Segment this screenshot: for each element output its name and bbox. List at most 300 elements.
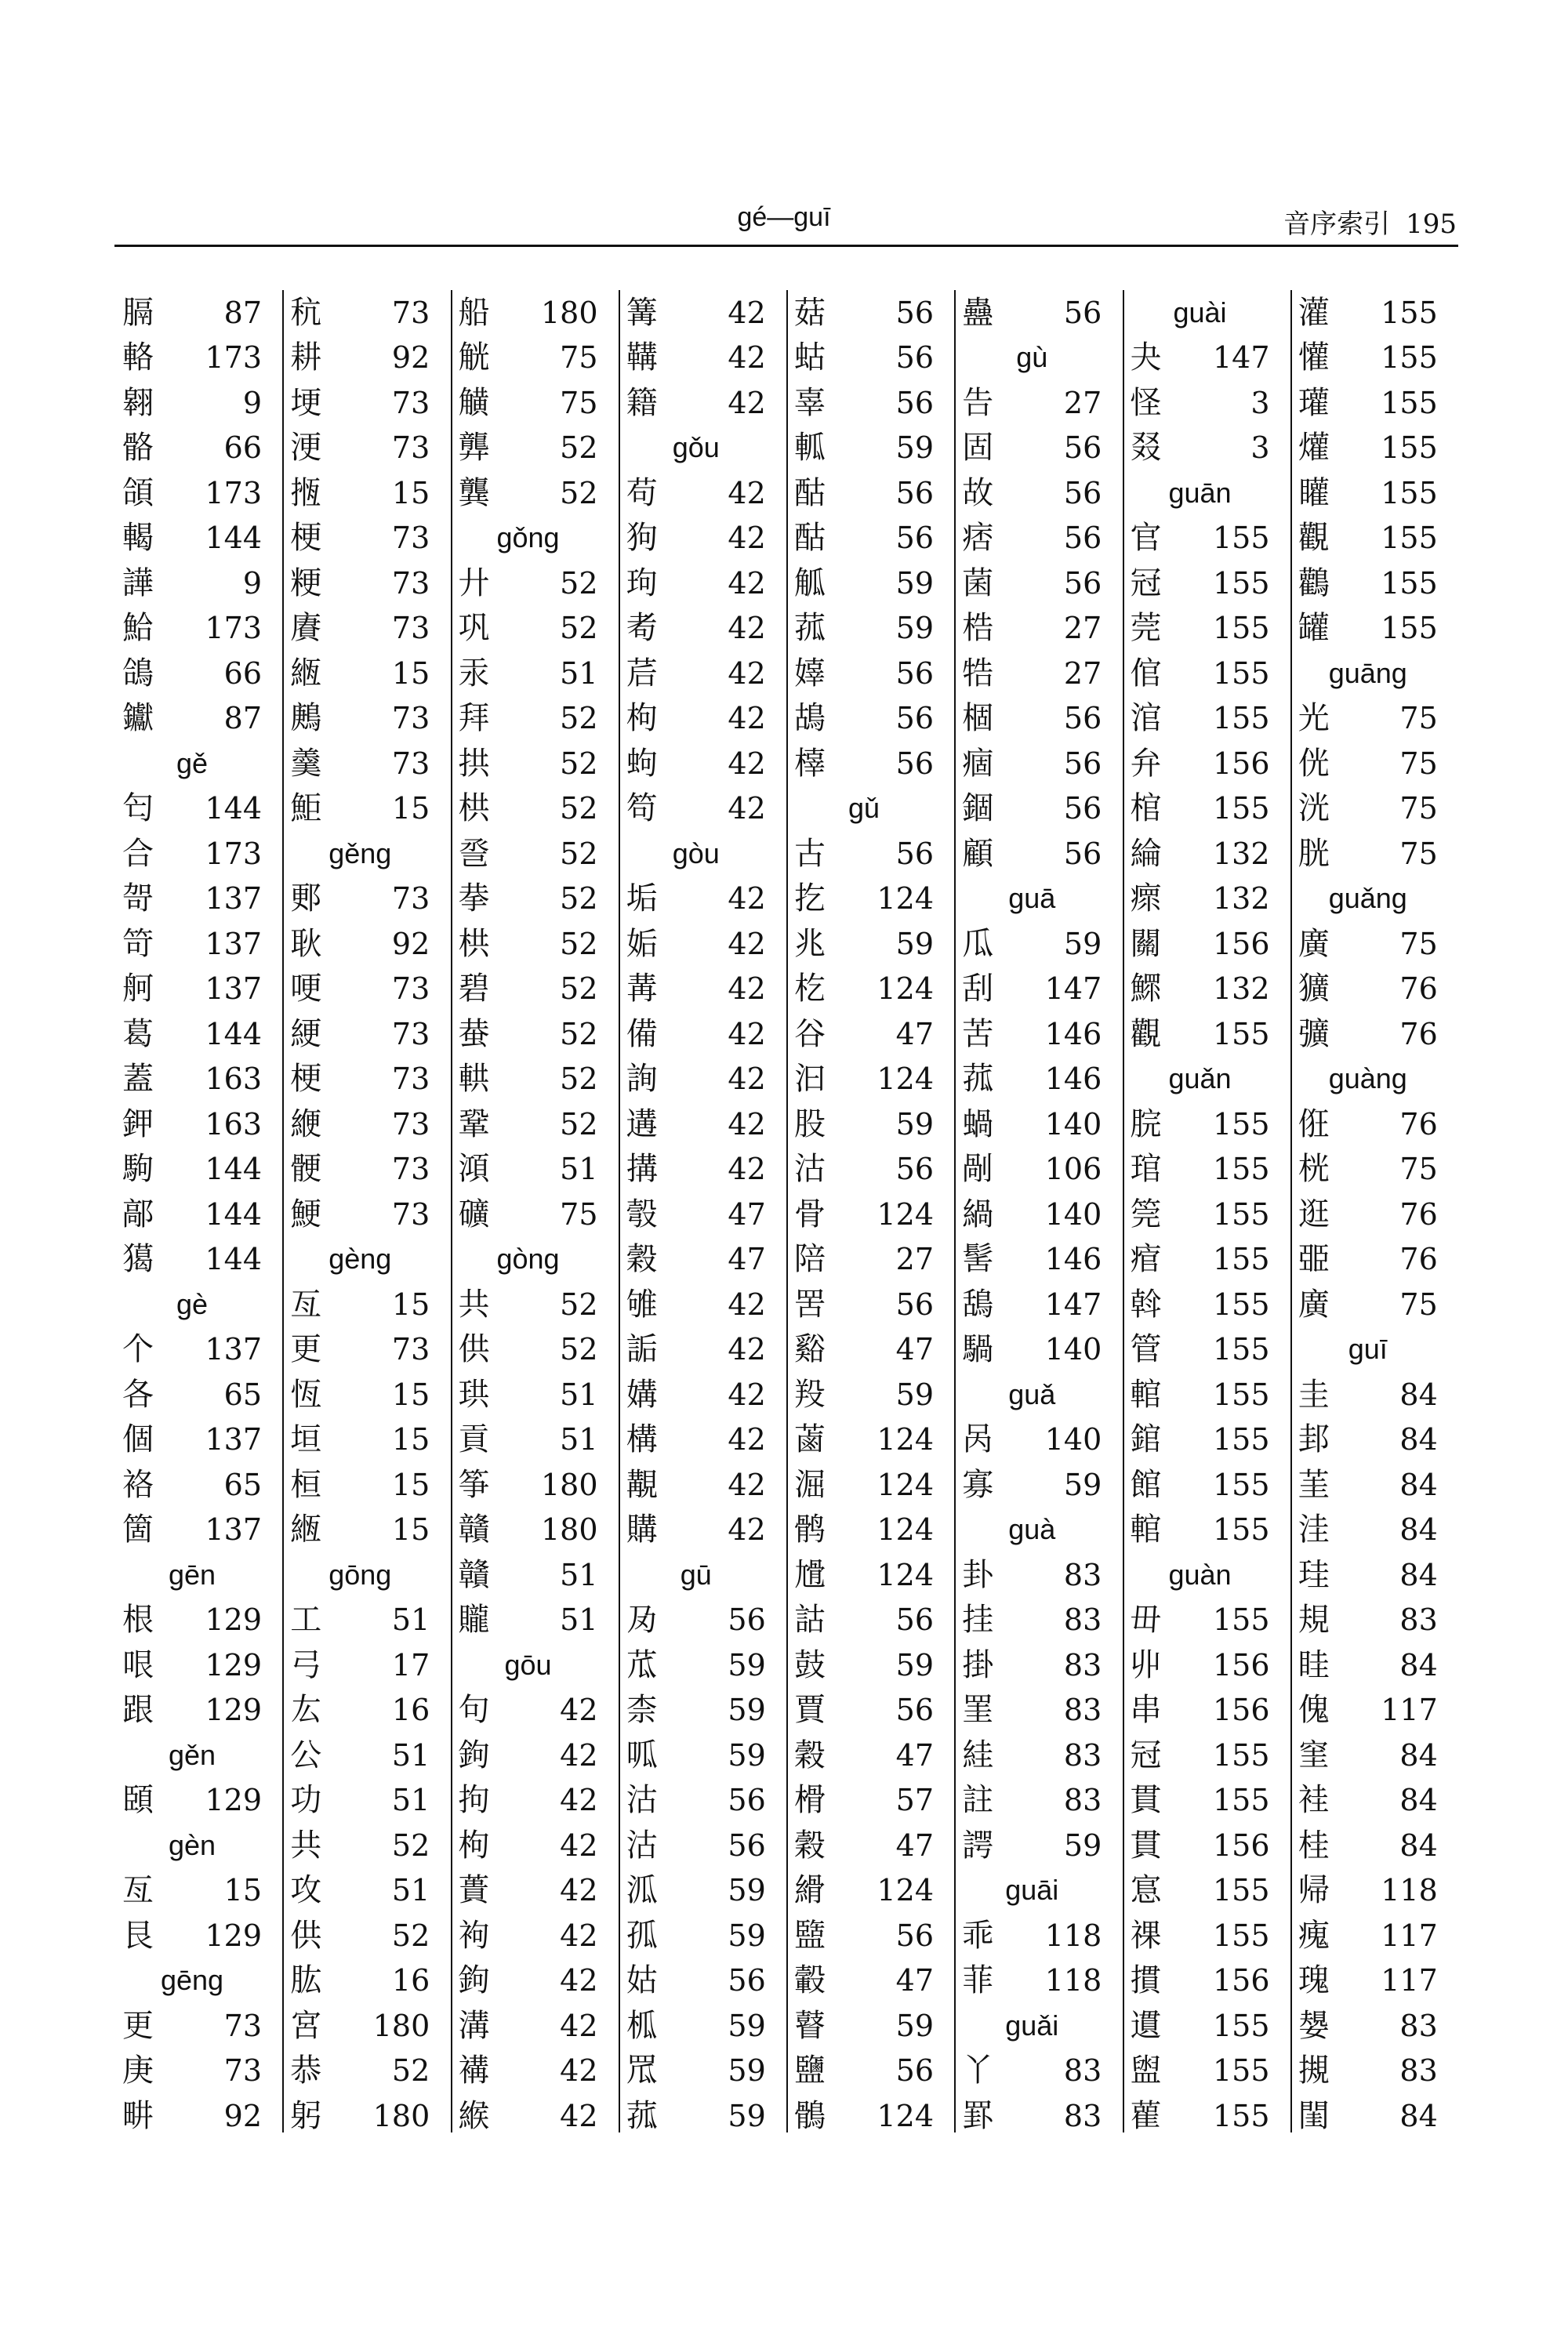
entry-page-ref: 155 bbox=[1381, 611, 1438, 646]
index-entry bbox=[287, 1688, 434, 1733]
entry-character: 沽 bbox=[794, 1151, 826, 1188]
entry-page-ref: 57 bbox=[895, 1783, 934, 1818]
index-entry bbox=[287, 2093, 434, 2139]
entry-page-ref: 73 bbox=[391, 701, 430, 736]
entry-page-ref: 52 bbox=[391, 1918, 430, 1953]
index-entry bbox=[1127, 1598, 1275, 1643]
index-entry bbox=[456, 1508, 603, 1553]
entry-character: 共 bbox=[290, 1827, 322, 1864]
pinyin-heading: gèn bbox=[168, 1828, 216, 1861]
index-entry bbox=[1295, 1372, 1443, 1417]
entry-character: 菇 bbox=[794, 294, 826, 331]
entry-character: 桓 bbox=[290, 1466, 322, 1503]
index-entry bbox=[791, 1913, 938, 1958]
index-entry bbox=[623, 290, 771, 336]
pinyin-heading: gèng bbox=[328, 1243, 392, 1276]
pinyin-heading: guān bbox=[1168, 476, 1232, 509]
entry-page-ref: 59 bbox=[895, 1647, 934, 1682]
pinyin-heading: guǎi bbox=[1005, 2009, 1059, 2042]
index-entry bbox=[623, 877, 771, 922]
entry-character: 貢 bbox=[458, 1421, 490, 1458]
entry-page-ref: 137 bbox=[205, 971, 262, 1007]
entry-page-ref: 173 bbox=[205, 340, 262, 376]
entry-page-ref: 73 bbox=[391, 1196, 430, 1232]
index-entry bbox=[119, 1913, 267, 1958]
entry-page-ref: 42 bbox=[728, 475, 766, 510]
index-entry bbox=[287, 561, 434, 606]
entry-page-ref: 155 bbox=[1212, 1873, 1270, 1908]
index-entry bbox=[623, 470, 771, 516]
pinyin-heading: gù bbox=[1016, 341, 1048, 374]
entry-page-ref: 173 bbox=[205, 836, 262, 871]
entry-page-ref: 75 bbox=[560, 385, 598, 420]
index-entry bbox=[1127, 877, 1275, 922]
entry-character: 骨 bbox=[794, 1196, 826, 1232]
entry-character: 珪 bbox=[1298, 1556, 1330, 1593]
index-entry bbox=[791, 651, 938, 696]
index-entry bbox=[287, 2003, 434, 2049]
entry-page-ref: 124 bbox=[877, 2098, 934, 2133]
index-entry bbox=[791, 831, 938, 877]
entry-character: 觀 bbox=[1298, 520, 1330, 557]
entry-character: 購 bbox=[626, 1512, 658, 1548]
index-entry bbox=[456, 877, 603, 922]
entry-character: 瑰 bbox=[1298, 1962, 1330, 1999]
entry-character: 狗 bbox=[626, 520, 658, 557]
index-entry bbox=[1127, 1688, 1275, 1733]
entry-page-ref: 42 bbox=[728, 1062, 766, 1097]
entry-character: 鼓 bbox=[794, 1646, 826, 1683]
entry-page-ref: 56 bbox=[1063, 295, 1102, 330]
entry-character: 苦 bbox=[962, 1015, 994, 1052]
entry-page-ref: 140 bbox=[1044, 1422, 1102, 1457]
index-entry bbox=[791, 1417, 938, 1463]
entry-page-ref: 42 bbox=[728, 746, 766, 781]
entry-page-ref: 47 bbox=[728, 1196, 766, 1232]
index-entry bbox=[959, 1642, 1106, 1688]
column-divider bbox=[619, 290, 620, 2132]
pinyin-heading: guàng bbox=[1328, 1062, 1407, 1095]
index-entry bbox=[959, 2049, 1106, 2094]
index-entry bbox=[1127, 696, 1275, 742]
entry-character: 倌 bbox=[1130, 655, 1162, 691]
entry-page-ref: 155 bbox=[1212, 791, 1270, 826]
entry-page-ref: 42 bbox=[728, 385, 766, 420]
running-header-range: gé—guī bbox=[737, 202, 831, 232]
entry-page-ref: 156 bbox=[1212, 926, 1270, 961]
entry-character: 寡 bbox=[962, 1466, 994, 1503]
entry-page-ref: 155 bbox=[1381, 430, 1438, 466]
entry-page-ref: 180 bbox=[540, 1467, 598, 1502]
entry-page-ref: 59 bbox=[895, 926, 934, 961]
entry-page-ref: 155 bbox=[1381, 385, 1438, 420]
entry-page-ref: 118 bbox=[1044, 1963, 1102, 1998]
index-entry bbox=[456, 2093, 603, 2139]
entry-character: 獦 bbox=[122, 1241, 154, 1278]
entry-page-ref: 118 bbox=[1381, 1873, 1438, 1908]
pinyin-heading: gòng bbox=[496, 1243, 560, 1276]
entry-character: 鸛 bbox=[1298, 564, 1330, 601]
entry-character: 罟 bbox=[794, 1286, 826, 1323]
index-entry bbox=[287, 1958, 434, 2004]
entry-character: 梗 bbox=[290, 1061, 322, 1098]
entry-page-ref: 83 bbox=[1063, 1693, 1102, 1728]
index-entry bbox=[959, 2093, 1106, 2139]
entry-character: 逛 bbox=[1298, 1196, 1330, 1232]
entry-page-ref: 155 bbox=[1212, 611, 1270, 646]
index-entry bbox=[456, 831, 603, 877]
index-entry bbox=[119, 561, 267, 606]
index-entry bbox=[456, 1372, 603, 1417]
index-entry bbox=[623, 1147, 771, 1192]
entry-page-ref: 124 bbox=[877, 971, 934, 1007]
index-entry bbox=[287, 786, 434, 832]
entry-page-ref: 173 bbox=[205, 611, 262, 646]
entry-character: 贛 bbox=[458, 1512, 490, 1548]
index-entry bbox=[1127, 1462, 1275, 1508]
entry-character: 贚 bbox=[458, 1602, 490, 1639]
index-columns bbox=[114, 290, 1458, 2156]
entry-page-ref: 84 bbox=[1399, 1422, 1438, 1457]
entry-page-ref: 73 bbox=[391, 565, 430, 601]
index-entry bbox=[119, 336, 267, 381]
entry-page-ref: 73 bbox=[391, 521, 430, 556]
entry-page-ref: 52 bbox=[560, 1106, 598, 1142]
index-entry bbox=[287, 606, 434, 652]
index-entry bbox=[1295, 470, 1443, 516]
entry-page-ref: 117 bbox=[1381, 1918, 1438, 1953]
entry-character: 共 bbox=[458, 1286, 490, 1323]
entry-page-ref: 51 bbox=[391, 1602, 430, 1638]
entry-character: 蠱 bbox=[962, 294, 994, 331]
index-entry bbox=[1127, 1282, 1275, 1327]
entry-character: 觥 bbox=[458, 339, 490, 376]
entry-page-ref: 84 bbox=[1399, 1647, 1438, 1682]
entry-page-ref: 52 bbox=[560, 611, 598, 646]
index-entry bbox=[1127, 1192, 1275, 1237]
index-entry bbox=[287, 1462, 434, 1508]
entry-character: 厷 bbox=[290, 1692, 322, 1729]
entry-page-ref: 155 bbox=[1212, 1512, 1270, 1548]
entry-page-ref: 76 bbox=[1399, 1196, 1438, 1232]
index-entry bbox=[623, 921, 771, 967]
index-entry bbox=[959, 1011, 1106, 1057]
entry-page-ref: 155 bbox=[1212, 1287, 1270, 1322]
index-entry bbox=[1127, 1642, 1275, 1688]
index-entry bbox=[119, 1102, 267, 1147]
index-entry bbox=[959, 651, 1106, 696]
entry-character: 孤 bbox=[626, 1917, 658, 1954]
index-entry bbox=[119, 290, 267, 336]
index-entry bbox=[791, 877, 938, 922]
index-entry bbox=[287, 651, 434, 696]
index-entry bbox=[959, 1102, 1106, 1147]
entry-page-ref: 42 bbox=[728, 1287, 766, 1322]
index-entry bbox=[959, 1958, 1106, 2004]
index-entry bbox=[623, 1598, 771, 1643]
entry-page-ref: 27 bbox=[895, 1242, 934, 1277]
entry-character: 覯 bbox=[626, 1466, 658, 1503]
index-entry bbox=[119, 1688, 267, 1733]
entry-character: 彍 bbox=[1298, 1015, 1330, 1052]
index-entry bbox=[119, 651, 267, 696]
entry-page-ref: 84 bbox=[1399, 2098, 1438, 2133]
entry-character: 卦 bbox=[962, 1556, 994, 1593]
index-entry bbox=[456, 741, 603, 786]
entry-page-ref: 137 bbox=[205, 1512, 262, 1548]
index-entry bbox=[1127, 1958, 1275, 2004]
index-entry bbox=[456, 1282, 603, 1327]
index-entry bbox=[1295, 741, 1443, 786]
entry-character: 桂 bbox=[1298, 1827, 1330, 1864]
entry-character: 琯 bbox=[1130, 1151, 1162, 1188]
entry-page-ref: 155 bbox=[1212, 1016, 1270, 1051]
entry-character: 穀 bbox=[626, 1241, 658, 1278]
entry-page-ref: 52 bbox=[560, 746, 598, 781]
entry-page-ref: 163 bbox=[205, 1106, 262, 1142]
entry-page-ref: 15 bbox=[391, 1467, 430, 1502]
entry-character: 毌 bbox=[1130, 1602, 1162, 1639]
entry-character: 篝 bbox=[626, 294, 658, 331]
index-entry bbox=[1295, 967, 1443, 1012]
index-entry bbox=[456, 1462, 603, 1508]
index-entry bbox=[119, 1642, 267, 1688]
entry-page-ref: 75 bbox=[1399, 1152, 1438, 1187]
entry-character: 袼 bbox=[122, 1466, 154, 1503]
entry-page-ref: 42 bbox=[728, 971, 766, 1007]
entry-character: 舸 bbox=[122, 971, 154, 1007]
entry-character: 拘 bbox=[458, 1782, 490, 1819]
entry-character: 臦 bbox=[1298, 1241, 1330, 1278]
entry-page-ref: 84 bbox=[1399, 1512, 1438, 1548]
entry-page-ref: 124 bbox=[877, 881, 934, 916]
entry-character: 鹘 bbox=[794, 1512, 826, 1548]
entry-character: 個 bbox=[122, 1421, 154, 1458]
entry-character: 傀 bbox=[1298, 1692, 1330, 1729]
index-entry bbox=[959, 1598, 1106, 1643]
entry-character: 痼 bbox=[962, 745, 994, 782]
index-entry bbox=[791, 741, 938, 786]
index-entry bbox=[791, 1237, 938, 1283]
index-entry bbox=[1127, 516, 1275, 561]
index-entry bbox=[1127, 831, 1275, 877]
entry-character: 呙 bbox=[962, 1421, 994, 1458]
entry-character: 規 bbox=[1298, 1602, 1330, 1639]
index-entry bbox=[1127, 741, 1275, 786]
entry-character: 彀 bbox=[626, 1196, 658, 1232]
entry-character: 鯁 bbox=[290, 1196, 322, 1232]
entry-character: 耕 bbox=[290, 339, 322, 376]
pinyin-heading: guǎ bbox=[1008, 1377, 1056, 1410]
index-entry bbox=[119, 2049, 267, 2094]
entry-character: 丱 bbox=[1130, 1646, 1162, 1683]
index-entry bbox=[959, 516, 1106, 561]
index-entry bbox=[623, 1102, 771, 1147]
entry-character: 貫 bbox=[1130, 1827, 1162, 1864]
entry-character: 嫴 bbox=[794, 655, 826, 691]
index-entry bbox=[456, 470, 603, 516]
index-entry bbox=[456, 1192, 603, 1237]
entry-character: 秔 bbox=[290, 294, 322, 331]
entry-page-ref: 56 bbox=[895, 521, 934, 556]
entry-page-ref: 15 bbox=[391, 655, 430, 691]
entry-page-ref: 137 bbox=[205, 1422, 262, 1457]
entry-character: 汩 bbox=[794, 1061, 826, 1098]
index-entry bbox=[1295, 1552, 1443, 1598]
entry-character: 冠 bbox=[1130, 564, 1162, 601]
entry-page-ref: 56 bbox=[895, 1918, 934, 1953]
index-entry bbox=[119, 1868, 267, 1914]
entry-character: 剮 bbox=[962, 1151, 994, 1188]
entry-page-ref: 56 bbox=[1063, 475, 1102, 510]
index-entry bbox=[791, 336, 938, 381]
entry-page-ref: 180 bbox=[540, 1512, 598, 1548]
index-entry bbox=[623, 1913, 771, 1958]
index-entry bbox=[623, 1057, 771, 1102]
index-entry bbox=[623, 1282, 771, 1327]
index-entry bbox=[1295, 1192, 1443, 1237]
index-entry bbox=[119, 1192, 267, 1237]
index-entry bbox=[791, 1688, 938, 1733]
index-entry bbox=[287, 426, 434, 471]
entry-character: 刮 bbox=[962, 971, 994, 1007]
entry-page-ref: 52 bbox=[560, 791, 598, 826]
index-entry bbox=[1295, 1147, 1443, 1192]
index-entry bbox=[1295, 2093, 1443, 2139]
index-entry bbox=[1127, 1372, 1275, 1417]
entry-character: 輅 bbox=[122, 339, 154, 376]
entry-character: 摫 bbox=[1298, 2053, 1330, 2089]
entry-page-ref: 52 bbox=[560, 1332, 598, 1367]
index-entry bbox=[1127, 1102, 1275, 1147]
index-entry bbox=[1127, 921, 1275, 967]
index-entry bbox=[791, 1011, 938, 1057]
entry-character: 拱 bbox=[458, 745, 490, 782]
index-entry bbox=[623, 967, 771, 1012]
entry-page-ref: 56 bbox=[895, 1287, 934, 1322]
entry-page-ref: 42 bbox=[560, 2053, 598, 2089]
entry-character: 冠 bbox=[1130, 1737, 1162, 1773]
entry-character: 榾 bbox=[794, 1782, 826, 1819]
entry-character: 翱 bbox=[122, 384, 154, 421]
entry-page-ref: 180 bbox=[372, 2008, 430, 2043]
entry-character: 珙 bbox=[458, 1376, 490, 1413]
index-entry bbox=[623, 786, 771, 832]
entry-character: 艮 bbox=[122, 1917, 154, 1954]
entry-character: 廣 bbox=[1298, 1286, 1330, 1323]
index-entry bbox=[456, 786, 603, 832]
entry-character: 光 bbox=[1298, 700, 1330, 737]
entry-character: 袧 bbox=[458, 1917, 490, 1954]
entry-page-ref: 59 bbox=[895, 1377, 934, 1412]
entry-character: 館 bbox=[1130, 1466, 1162, 1503]
index-entry bbox=[287, 2049, 434, 2094]
entry-page-ref: 73 bbox=[223, 2053, 262, 2089]
pinyin-heading: gǔ bbox=[848, 792, 880, 825]
entry-character: 扢 bbox=[794, 880, 826, 917]
index-entry bbox=[1127, 1327, 1275, 1373]
index-entry bbox=[456, 967, 603, 1012]
entry-character: 宮 bbox=[290, 2007, 322, 2044]
entry-character: 俇 bbox=[1298, 1105, 1330, 1142]
entry-character: 涫 bbox=[1130, 700, 1162, 737]
entry-character: 公 bbox=[290, 1737, 322, 1773]
index-entry bbox=[287, 470, 434, 516]
pinyin-heading: gè bbox=[176, 1287, 209, 1320]
index-entry bbox=[1127, 1417, 1275, 1463]
entry-page-ref: 73 bbox=[391, 295, 430, 330]
entry-character: 怪 bbox=[1130, 384, 1162, 421]
entry-character: 溝 bbox=[458, 2007, 490, 2044]
index-entry bbox=[287, 1642, 434, 1688]
pinyin-heading: guǎng bbox=[1328, 882, 1407, 915]
entry-character: 痯 bbox=[1130, 1241, 1162, 1278]
entry-page-ref: 75 bbox=[560, 1196, 598, 1232]
pinyin-heading: gěng bbox=[328, 837, 392, 869]
index-entry bbox=[959, 1147, 1106, 1192]
entry-page-ref: 155 bbox=[1212, 655, 1270, 691]
entry-page-ref: 42 bbox=[728, 1016, 766, 1051]
entry-page-ref: 155 bbox=[1212, 2053, 1270, 2089]
index-entry bbox=[791, 1462, 938, 1508]
entry-page-ref: 59 bbox=[1063, 1828, 1102, 1863]
index-entry bbox=[791, 1192, 938, 1237]
entry-page-ref: 146 bbox=[1044, 1242, 1102, 1277]
entry-page-ref: 52 bbox=[560, 971, 598, 1007]
entry-page-ref: 56 bbox=[1063, 430, 1102, 466]
entry-page-ref: 156 bbox=[1212, 1828, 1270, 1863]
index-entry bbox=[456, 606, 603, 652]
entry-character: 祼 bbox=[1130, 1917, 1162, 1954]
entry-page-ref: 155 bbox=[1212, 1152, 1270, 1187]
entry-character: 巹 bbox=[458, 835, 490, 872]
entry-page-ref: 51 bbox=[560, 1557, 598, 1592]
index-entry bbox=[119, 380, 267, 426]
index-entry bbox=[623, 1778, 771, 1824]
entry-character: 褠 bbox=[458, 2053, 490, 2089]
entry-character: 龏 bbox=[458, 430, 490, 466]
entry-page-ref: 83 bbox=[1063, 1737, 1102, 1773]
entry-page-ref: 51 bbox=[560, 1602, 598, 1638]
entry-character: 緺 bbox=[962, 1196, 994, 1232]
index-entry bbox=[456, 1552, 603, 1598]
index-entry bbox=[119, 1598, 267, 1643]
entry-character: 船 bbox=[458, 294, 490, 331]
entry-page-ref: 76 bbox=[1399, 1242, 1438, 1277]
index-entry bbox=[791, 1102, 938, 1147]
entry-page-ref: 42 bbox=[728, 881, 766, 916]
index-entry bbox=[1127, 1237, 1275, 1283]
entry-character: 钀 bbox=[122, 700, 154, 737]
index-entry bbox=[791, 516, 938, 561]
entry-character: 摜 bbox=[1130, 1962, 1162, 1999]
entry-character: 梗 bbox=[290, 520, 322, 557]
entry-character: 盬 bbox=[794, 1917, 826, 1954]
entry-character: 淈 bbox=[794, 1466, 826, 1503]
index-entry bbox=[287, 1011, 434, 1057]
index-entry bbox=[456, 1913, 603, 1958]
entry-page-ref: 56 bbox=[895, 1693, 934, 1728]
entry-page-ref: 156 bbox=[1212, 1963, 1270, 1998]
index-entry bbox=[119, 831, 267, 877]
entry-page-ref: 56 bbox=[1063, 746, 1102, 781]
index-entry bbox=[791, 1778, 938, 1824]
entry-character: 籍 bbox=[626, 384, 658, 421]
entry-page-ref: 155 bbox=[1212, 1106, 1270, 1142]
pinyin-heading: gōng bbox=[328, 1558, 392, 1591]
index-entry bbox=[287, 1417, 434, 1463]
index-entry bbox=[959, 1462, 1106, 1508]
